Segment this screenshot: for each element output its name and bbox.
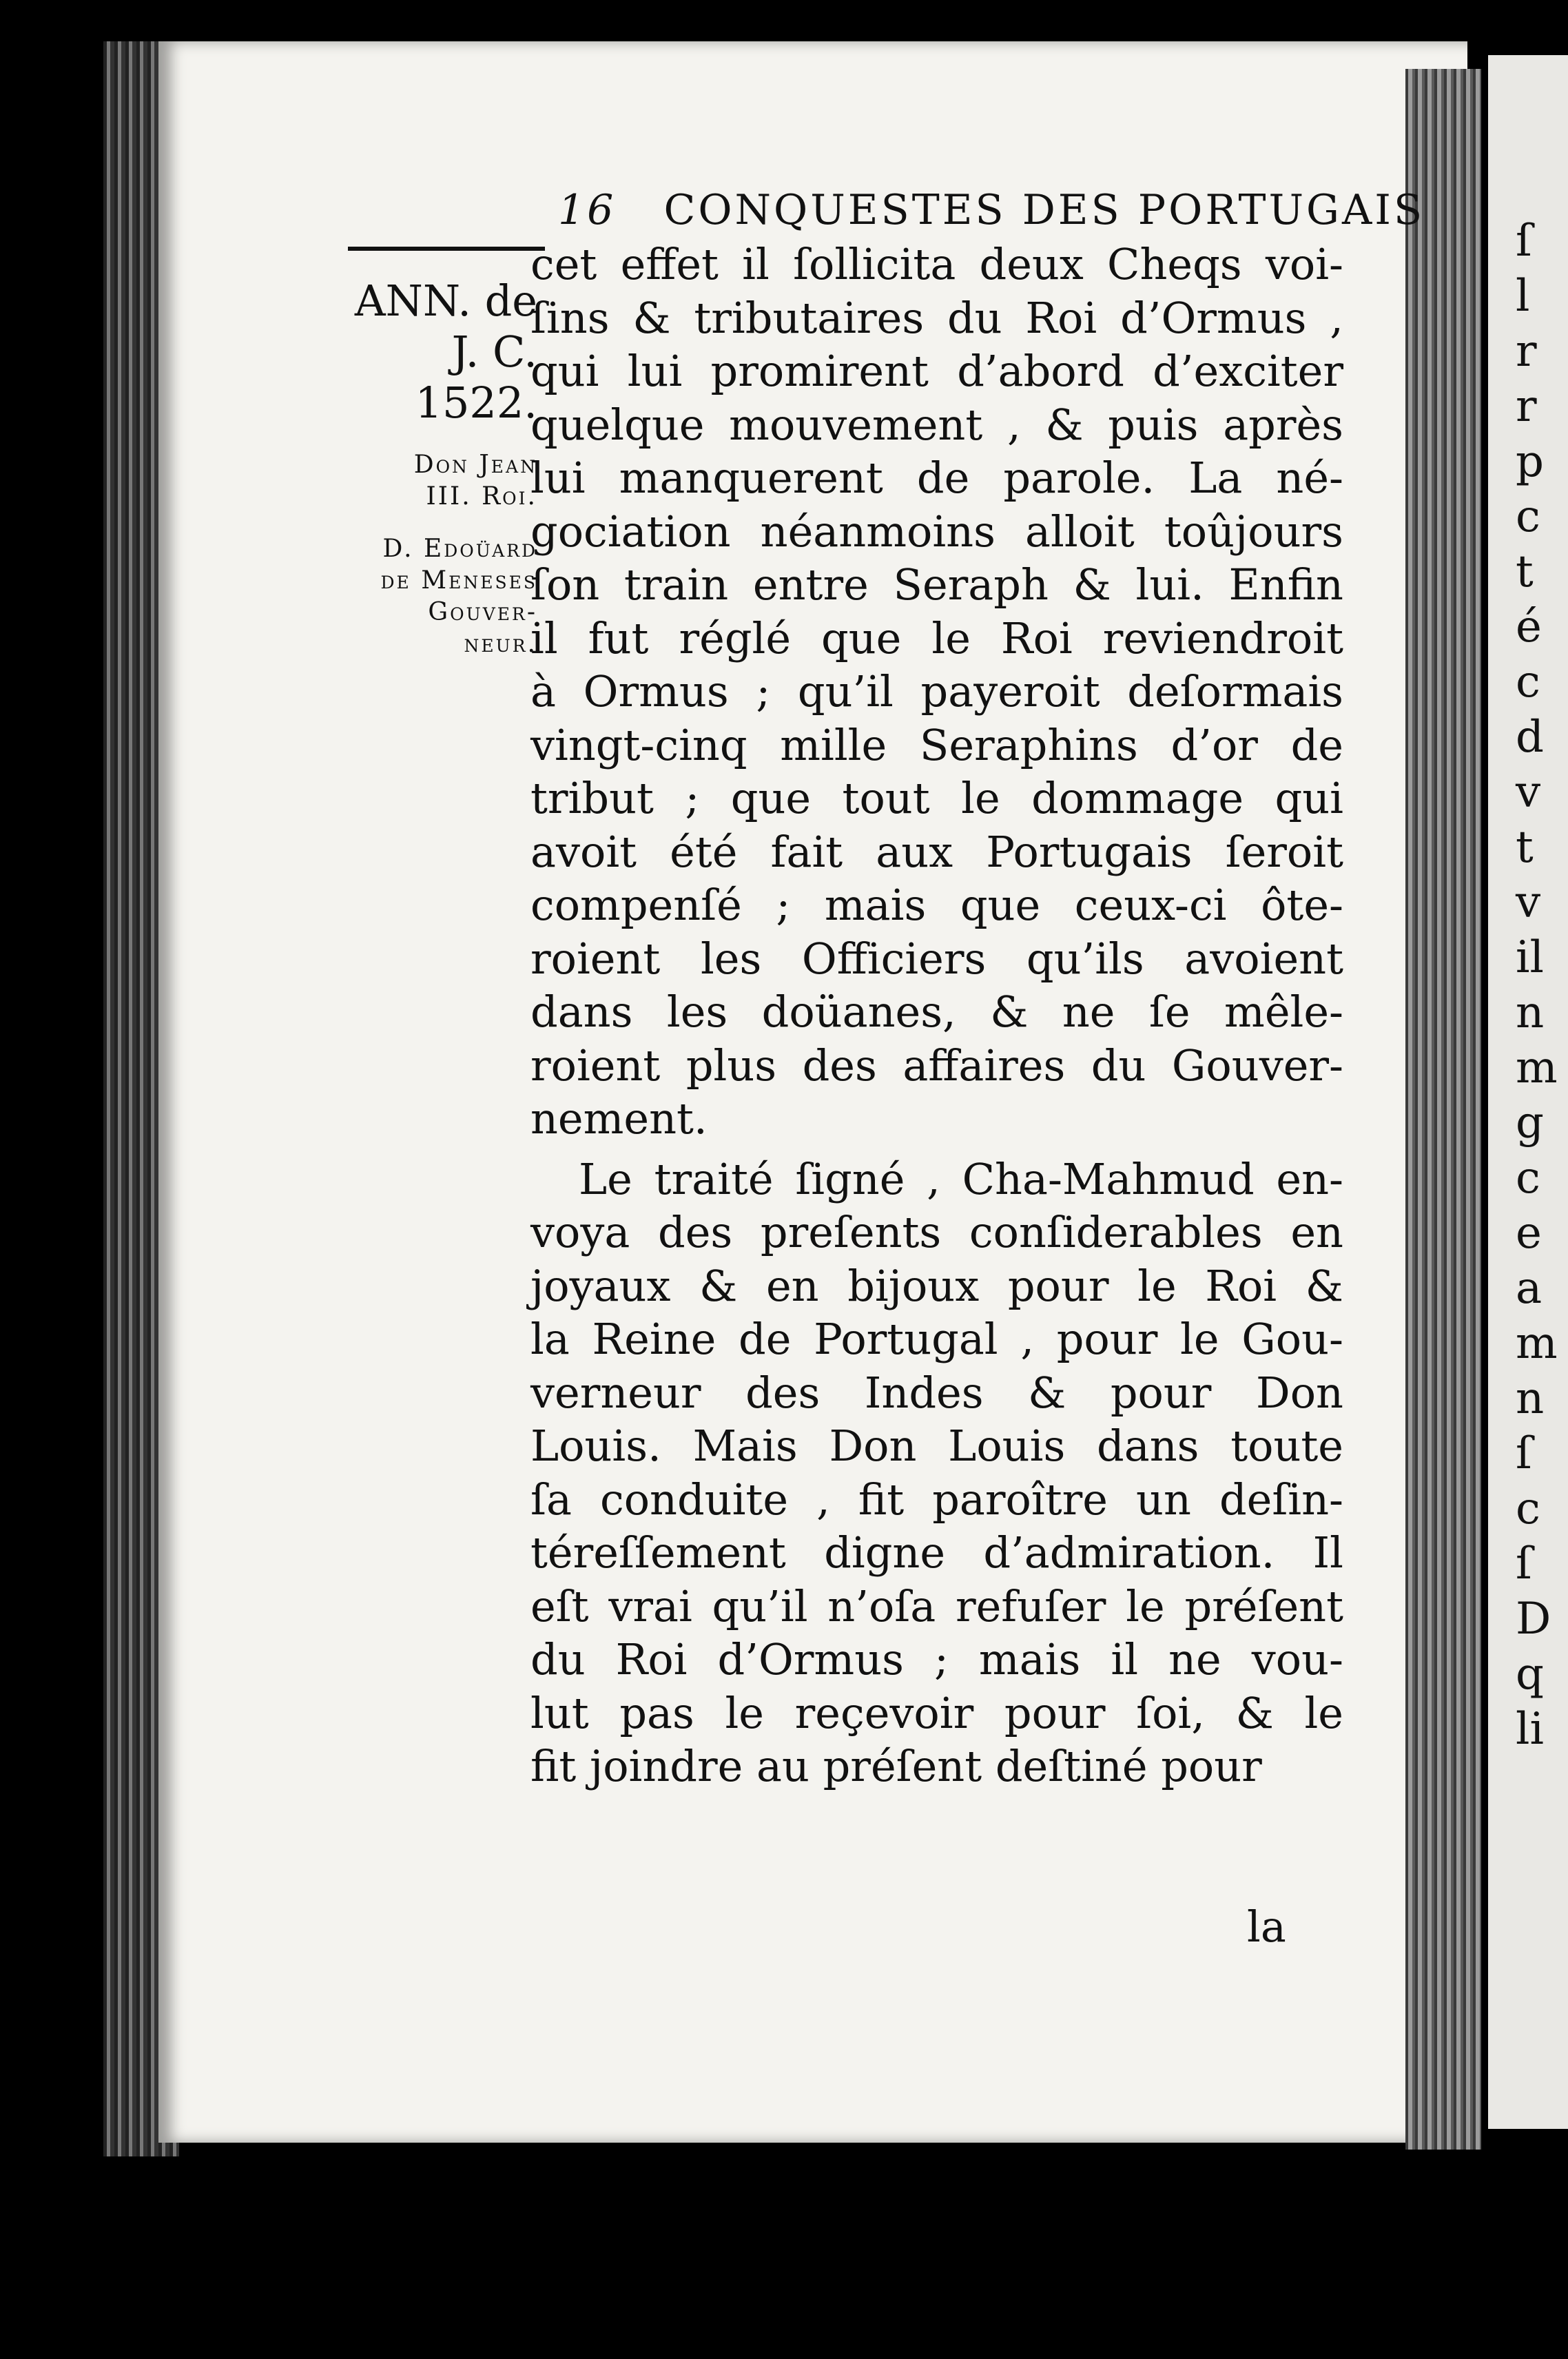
facing-page-letter: D [1516, 1594, 1551, 1645]
facing-page-letter: c [1516, 491, 1540, 542]
margin-rule [348, 247, 545, 251]
facing-page-letter: g [1516, 1098, 1544, 1148]
king-note-line: III. Roi. [426, 482, 537, 511]
text-line: qui lui promirent d’abord d’exciter [530, 346, 1343, 396]
facing-page-letter: ſ [1516, 1428, 1532, 1479]
facing-page-letter: t [1516, 546, 1534, 597]
text-line: lui manquerent de parole. La né- [530, 453, 1343, 503]
facing-page-letter: e [1516, 1208, 1542, 1259]
facing-page-letter: a [1516, 1263, 1543, 1314]
text-line: verneur des Indes & pour Don [530, 1367, 1343, 1418]
text-line: Le traité ſigné , Cha-Mahmud en- [579, 1153, 1343, 1204]
text-line: fit joindre au préſent deſtiné pour [530, 1741, 1262, 1791]
facing-page-letter: ſ [1516, 1538, 1532, 1589]
year-note-line: 1522. [415, 378, 537, 428]
text-line: ſins & tributaires du Roi d’Ormus , [530, 292, 1343, 343]
page-number: 16 [558, 186, 617, 234]
facing-page-letter: n [1516, 1373, 1545, 1424]
text-line: nement. [530, 1093, 708, 1144]
body-text [530, 238, 1343, 1793]
text-line: avoit été fait aux Portugais ſeroit [530, 826, 1343, 877]
governor-note-line: neur. [464, 630, 537, 658]
facing-page-letter: p [1516, 436, 1544, 487]
governor-note-line: Gouver- [428, 598, 537, 626]
facing-page-letter: c [1516, 1483, 1540, 1534]
governor-note-line: de Meneses [380, 566, 537, 595]
text-line: Louis. Mais Don Louis dans toute [530, 1421, 1343, 1471]
text-line: dans les doüanes, & ne ſe mêle- [530, 987, 1343, 1037]
facing-page-letter: n [1516, 987, 1545, 1038]
facing-page-letter: r [1516, 381, 1537, 432]
facing-page-letter: r [1516, 326, 1537, 377]
facing-page-letter: m [1516, 1042, 1558, 1093]
text-line: du Roi d’Ormus ; mais il ne vou- [530, 1634, 1343, 1685]
facing-page-letter: il [1516, 932, 1544, 983]
text-line: la Reine de Portugal , pour le Gou- [530, 1314, 1343, 1364]
king-note-line: Don Jean [413, 451, 537, 479]
text-line: tribut ; que tout le dommage qui [530, 773, 1343, 823]
facing-page-letter: c [1516, 1153, 1540, 1204]
facing-page-letter: m [1516, 1318, 1558, 1369]
text-line: voya des preſents conſiderables en [530, 1207, 1343, 1257]
text-line: il fut réglé que le Roi reviendroit [530, 612, 1343, 663]
text-line: à Ormus ; qu’il payeroit deſormais [530, 666, 1343, 717]
catchword: la [1247, 1902, 1286, 1952]
running-header [558, 186, 1425, 234]
marginal-notes [331, 276, 537, 660]
text-line: ſa conduite , fit paroître un deſin- [530, 1474, 1343, 1525]
text-line: eſt vrai qu’il n’oſa refuſer le préſent [530, 1580, 1343, 1631]
text-line: roient les Officiers qu’ils avoient [530, 933, 1343, 984]
text-line: lut pas le reçevoir pour ſoi, & le [530, 1687, 1343, 1738]
facing-page-letter: l [1516, 271, 1530, 322]
year-note-line: J. C. [451, 327, 537, 377]
text-line: quelque mouvement , & puis après [530, 399, 1343, 450]
facing-page-letter: d [1516, 712, 1544, 763]
text-line: téreſſement digne d’admiration. Il [530, 1527, 1343, 1578]
facing-page-letter: c [1516, 657, 1540, 708]
facing-page-letter: v [1516, 767, 1541, 818]
facing-page-letter: v [1516, 877, 1541, 928]
governor-note-line: D. Edoüard [382, 535, 537, 563]
text-line: roient plus des affaires du Gouver- [530, 1040, 1343, 1091]
facing-page-letter: li [1516, 1704, 1544, 1755]
text-line: gociation néanmoins alloit toûjours [530, 506, 1343, 557]
facing-page-letter: é [1516, 601, 1542, 652]
facing-page-letter: ſ [1516, 216, 1532, 267]
facing-page-fragment [1488, 55, 1568, 2129]
page-edges [1405, 69, 1481, 2150]
text-line: cet effet il ſollicita deux Cheqs voi- [530, 239, 1343, 289]
text-line: vingt-cinq mille Seraphins d’or de [530, 719, 1343, 770]
facing-page-letter: t [1516, 822, 1534, 873]
running-title: CONQUESTES DES PORTUGAIS [663, 186, 1425, 234]
text-line: ſon train entre Seraph & lui. Enfin [530, 559, 1343, 610]
text-line: compenſé ; mais que ceux-ci ôte- [530, 880, 1343, 930]
text-line: joyaux & en bijoux pour le Roi & [530, 1260, 1343, 1311]
year-note-line: ANN. de [354, 276, 537, 326]
facing-page-letter: q [1516, 1649, 1544, 1700]
paragraph-gap [530, 1146, 1343, 1153]
